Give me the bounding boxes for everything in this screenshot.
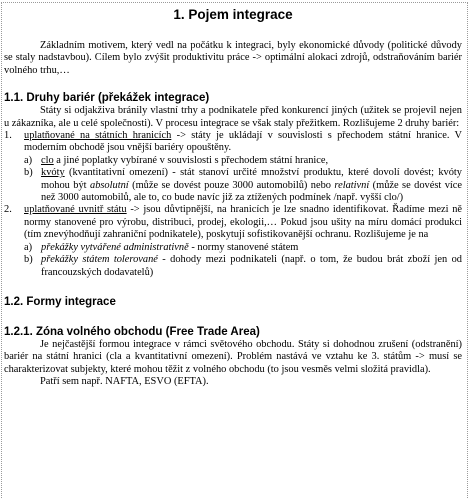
list-item-text: -> státy je ukládají v souvislosti s přechodem státní hranice. V moderním obchodě jsou vnější bariéry opouštěny.	[24, 130, 463, 154]
sublist-term: překážky státem tolerované	[41, 254, 158, 266]
list-item-text: -> jsou důvtipnější, na hranicích je lze snadno identifikovat. Řadíme mezi ně normy stanovené pro výrobu, distribuci, prodej, ekologii,… Pokud jsou ušity na míru domácí produkci (tím znevýhodňují zahraniční podnikatele), poskytují sofistikovanější ochranu. Rozlišujeme je na	[24, 204, 462, 241]
sublist-letter: a)	[24, 241, 33, 253]
list-item	[4, 130, 462, 204]
sublist-item	[24, 167, 462, 204]
sublist-text: - dohody mezi podnikateli (např. o tom, že budou brát zboží jen od francouzských dodavatelů)	[41, 254, 462, 278]
document-page	[4, 4, 462, 389]
intro-paragraph: Základním motivem, který vedl na počátku k integraci, byly ekonomické důvody (politické důvody se staly nadstavbou). Cílem bylo zvýšit produktivitu práce -> optimální alokaci zdrojů, odstraňováním bariér volného trhu,…	[4, 40, 462, 76]
section-heading-1-2-1: 1.2.1. Zóna volného obchodu (Free Trade Area)	[4, 325, 260, 338]
list-item	[4, 204, 462, 278]
section-heading-1-1: 1.1. Druhy bariér (překážek integrace)	[4, 92, 210, 105]
sublist-text: a jiné poplatky vybírané v souvislosti s přechodem státní hranice,	[53, 154, 329, 166]
sublist-text: (může se dovést pouze 3000 automobilů) nebo	[128, 179, 335, 191]
list-item-term: uplatňované na státních hranicích	[24, 130, 172, 142]
barriers-paragraph: Státy si odjakživa bránily vlastní trhy a podnikatele před konkurencí jiných (užitek se projevil nejen u zákazníka, ale u celé společnosti). V procesu integrace se však staly přežitkem. Rozlišujeme 2 druhy bariér:	[4, 105, 462, 129]
sublist-letter: a)	[24, 154, 33, 166]
absolute-term: absolutní	[90, 179, 129, 191]
sublist-term: kvóty	[41, 167, 65, 179]
sublist-item	[24, 254, 462, 279]
sublist-text: - normy stanovené státem	[188, 241, 299, 253]
relative-term: relativní	[334, 179, 370, 191]
list-number: 2.	[4, 204, 12, 216]
document-title: 1. Pojem integrace	[173, 7, 293, 22]
sublist-term: překážky vytvářené administrativně	[41, 241, 189, 253]
barrier-types-list	[4, 130, 462, 279]
sublist-text: (kvantitativní omezení) - stát stanoví určité množství produktu, které dovolí dovést; kvóty mohou být	[41, 167, 462, 191]
sublist	[24, 155, 462, 205]
free-trade-paragraph: Je nejčastější formou integrace v rámci světového obchodu. Státy si dohodnou zrušení (odstranění) bariér na státní hranici (cla a kvantitativní omezení). Problém nastává ve vztahu ke 3. státům -> musí se charakterizovat subjekty, které mohou těžit z volného obchodu (to jsou vesměs velmi složitá pravidla).	[4, 338, 462, 375]
sublist-letter: b)	[24, 254, 33, 266]
list-number: 1.	[4, 130, 12, 142]
sublist-term: clo	[41, 154, 54, 166]
sublist-text: (může se dovést více než 3000 automobilů, ale to, co bude navíc již za ztížených podmínek /např. vyšší clo/)	[41, 179, 462, 204]
sublist-item	[24, 155, 462, 167]
sublist	[24, 242, 462, 279]
free-trade-examples: Patří sem např. NAFTA, ESVO (EFTA).	[40, 376, 209, 388]
sublist-item	[24, 242, 462, 254]
sublist-letter: b)	[24, 167, 33, 179]
section-heading-1-2: 1.2. Formy integrace	[4, 295, 116, 308]
list-item-term: uplatňované uvnitř státu	[24, 204, 127, 216]
